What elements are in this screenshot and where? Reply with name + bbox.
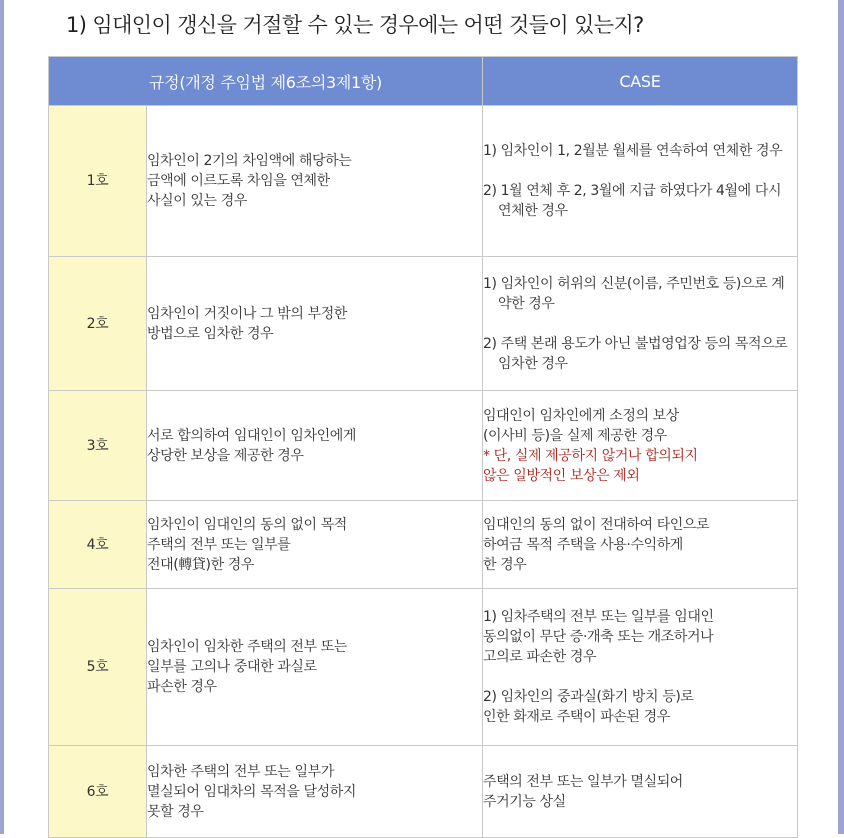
case-item: 2) 1월 연체 후 2, 3월에 지급 하였다가 4월에 다시 연체한 경우 [483, 183, 782, 219]
table-row [49, 391, 798, 501]
header-case: CASE [483, 57, 798, 106]
case-item: 1) 임차인이 허위의 신분(이름, 주민번호 등)으로 계약한 경우 [483, 275, 785, 312]
case-line: 2) 임차인의 중과실(화기 방치 등)로 [483, 689, 694, 705]
condition-line: 임차인이 2기의 차임액에 해당하는 [147, 153, 352, 169]
row-condition [147, 106, 483, 257]
table-row [49, 106, 798, 257]
condition-line: 임차한 주택의 전부 또는 일부가 [147, 763, 334, 780]
row-number: 2호 [49, 257, 147, 391]
row-condition [147, 391, 483, 501]
case-item [483, 687, 797, 727]
row-condition [147, 501, 483, 589]
table-row [49, 257, 798, 391]
row-number: 1호 [49, 106, 147, 257]
table-row [49, 589, 798, 746]
page-frame-right [838, 0, 844, 834]
row-case [483, 106, 798, 257]
condition-line: 임차인이 임대인의 동의 없이 목적 [147, 516, 347, 533]
condition-line: 서로 합의하여 임대인이 임차인에게 [147, 427, 357, 444]
renewal-refusal-table [48, 56, 798, 838]
condition-line: 주택의 전부 또는 일부를 [147, 536, 291, 553]
case-line: 하여금 목적 주택을 사용·수익하게 [483, 536, 683, 553]
case-line: 주거기능 상실 [483, 793, 566, 810]
row-number: 5호 [49, 589, 147, 746]
condition-line: 일부를 고의나 중대한 과실로 [147, 659, 317, 675]
row-case [483, 746, 798, 838]
row-condition [147, 257, 483, 391]
row-case [483, 391, 798, 501]
case-line: 인한 화재로 주택이 파손된 경우 [483, 709, 670, 725]
row-case [483, 257, 798, 391]
case-line: 임대인이 임차인에게 소정의 보상 [483, 407, 679, 424]
condition-line: 방법으로 임차한 경우 [147, 325, 274, 342]
case-item: 2) 주택 본래 용도가 아닌 불법영업장 등의 목적으로 임차한 경우 [483, 335, 788, 372]
page-frame-left [0, 0, 4, 834]
table-row [49, 746, 798, 838]
condition-line: 금액에 이르도록 차임을 연체한 [147, 173, 330, 189]
case-line: 임대인의 동의 없이 전대하여 타인으로 [483, 516, 710, 533]
condition-line: 사실이 있는 경우 [147, 193, 247, 209]
row-case [483, 589, 798, 746]
case-line: 동의없이 무단 증·개축 또는 개조하거나 [483, 629, 714, 645]
row-number: 3호 [49, 391, 147, 501]
row-number: 4호 [49, 501, 147, 589]
case-line: (이사비 등)을 실제 제공한 경우 [483, 427, 667, 444]
condition-line: 멸실되어 임대차의 목적을 달성하지 [147, 783, 357, 800]
case-line: 1) 임차주택의 전부 또는 일부를 임대인 [483, 609, 714, 625]
condition-line: 파손한 경우 [147, 679, 217, 695]
condition-line: 못할 경우 [147, 803, 204, 820]
table-header-row [49, 57, 798, 106]
case-item: 1) 임차인이 1, 2월분 월세를 연속하여 연체한 경우 [483, 143, 783, 159]
case-line: 주택의 전부 또는 일부가 멸실되어 [483, 773, 683, 790]
condition-line: 상당한 보상을 제공한 경우 [147, 447, 304, 464]
row-condition [147, 589, 483, 746]
condition-line: 임차인이 거짓이나 그 밖의 부정한 [147, 305, 347, 322]
row-number: 6호 [49, 746, 147, 838]
section-heading: 1) 임대인이 갱신을 거절할 수 있는 경우에는 어떤 것들이 있는지? [66, 13, 644, 37]
header-regulation: 규정(개정 주임법 제6조의3제1항) [49, 57, 483, 106]
table-row [49, 501, 798, 589]
case-item [483, 607, 797, 667]
row-case [483, 501, 798, 589]
condition-line: 임차인이 임차한 주택의 전부 또는 [147, 639, 347, 655]
row-condition [147, 746, 483, 838]
case-line: 고의로 파손한 경우 [483, 649, 597, 665]
condition-line: 전대(轉貸)한 경우 [147, 556, 254, 573]
case-note: * 단, 실제 제공하지 않거나 합의되지 [483, 447, 698, 464]
case-note: 않은 일방적인 보상은 제외 [483, 467, 640, 484]
case-line: 한 경우 [483, 556, 527, 573]
